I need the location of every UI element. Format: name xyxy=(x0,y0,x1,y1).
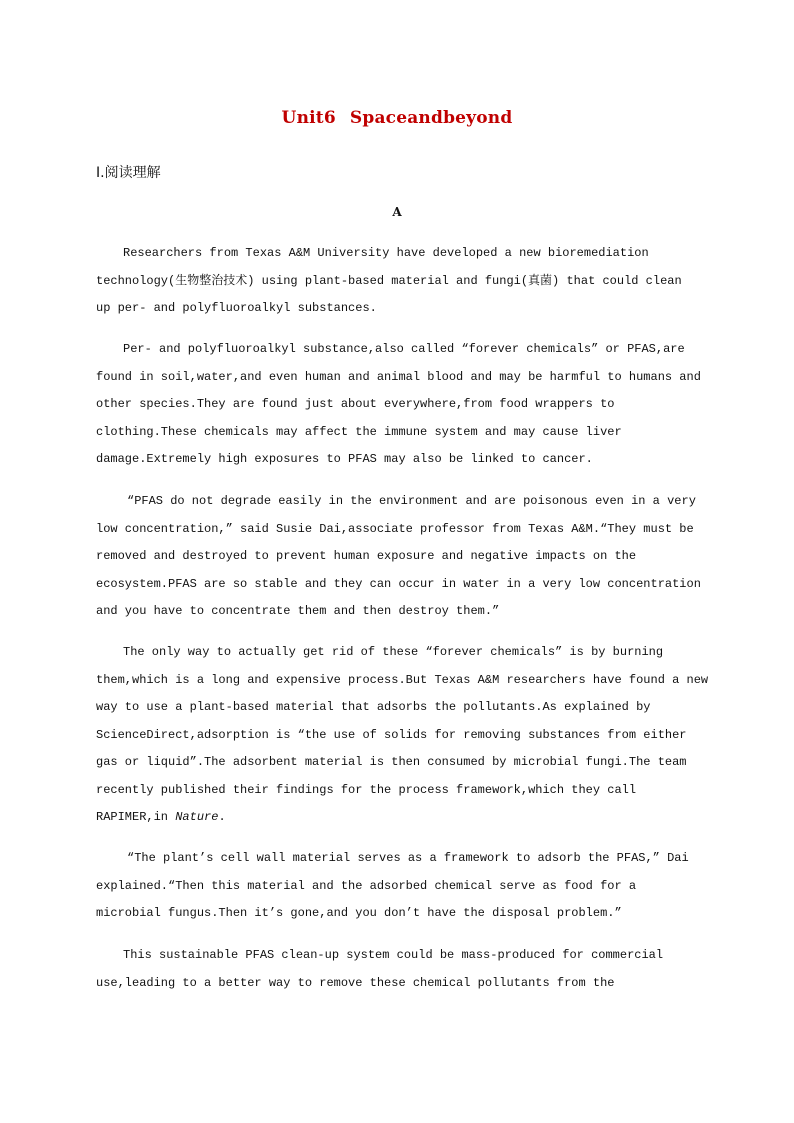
paragraph-line: technology(生物整治技术) using plant-based material and fungi(真菌) that could clean xyxy=(96,273,682,288)
section-heading: Ⅰ.阅读理解 xyxy=(96,165,161,181)
paragraph-line: recently published their findings for the process framework,which they call xyxy=(96,782,637,797)
paragraph-line: clothing.These chemicals may affect the immune system and may cause liver xyxy=(96,424,622,439)
paragraph-2 xyxy=(96,336,701,474)
paragraph-1 xyxy=(96,240,696,323)
paragraph-line: ecosystem.PFAS are so stable and they can occur in water in a very low concentration xyxy=(96,576,701,591)
paragraph-line: found in soil,water,and even human and animal blood and may be harmful to humans and xyxy=(96,369,701,384)
paragraph-line: ScienceDirect,adsorption is “the use of solids for removing substances from either xyxy=(96,727,687,742)
page-title xyxy=(0,108,794,128)
paragraph-line: low concentration,” said Susie Dai,associate professor from Texas A&M.“They must be xyxy=(96,521,694,536)
paragraph-line: damage.Extremely high exposures to PFAS may also be linked to cancer. xyxy=(96,452,593,466)
paragraph-line: gas or liquid”.The adsorbent material is then consumed by microbial fungi.The team xyxy=(96,755,687,769)
paragraph-6 xyxy=(96,942,696,997)
paragraph-line: explained.“Then this material and the adsorbed chemical serve as food for a xyxy=(96,878,637,893)
paragraph-line: This sustainable PFAS clean-up system could be mass-produced for commercial xyxy=(123,948,664,962)
paragraph-line: Researchers from Texas A&M University have developed a new bioremediation xyxy=(123,246,649,260)
title-topic: Spaceandbeyond xyxy=(349,108,513,128)
paragraph-line: use,leading to a better way to remove these chemical pollutants from the xyxy=(96,975,615,990)
paragraph-line: way to use a plant-based material that adsorbs the pollutants.As explained by xyxy=(96,700,651,714)
paragraph-line: “The plant’s cell wall material serves as a framework to adsorb the PFAS,” Dai xyxy=(127,851,689,865)
paragraph-4 xyxy=(96,639,709,832)
citation-suffix: . xyxy=(218,810,226,824)
paragraph-line xyxy=(96,804,696,832)
paragraph-5 xyxy=(96,845,696,928)
journal-name: Nature xyxy=(175,810,219,824)
passage-label: A xyxy=(392,205,402,219)
paragraph-line: other species.They are found just about everywhere,from food wrappers to xyxy=(96,397,615,411)
paragraph-line: Per- and polyfluoroalkyl substance,also called “forever chemicals” or PFAS,are xyxy=(123,342,685,356)
paragraph-line: and you have to concentrate them and then destroy them.” xyxy=(96,604,500,618)
paragraph-line: up per- and polyfluoroalkyl substances. xyxy=(96,301,377,315)
paragraph-3 xyxy=(96,488,701,626)
paragraph-line: removed and destroyed to prevent human exposure and negative impacts on the xyxy=(96,549,637,563)
paragraph-line: them,which is a long and expensive process.But Texas A&M researchers have found a new xyxy=(96,672,709,687)
citation-prefix: RAPIMER,in xyxy=(96,810,176,824)
title-unit: Unit6 xyxy=(281,108,336,128)
paragraph-line: “PFAS do not degrade easily in the environment and are poisonous even in a very xyxy=(127,494,696,508)
paragraph-line: microbial fungus.Then it’s gone,and you don’t have the disposal problem.” xyxy=(96,906,622,920)
paragraph-line: The only way to actually get rid of these “forever chemicals” is by burning xyxy=(123,645,664,659)
